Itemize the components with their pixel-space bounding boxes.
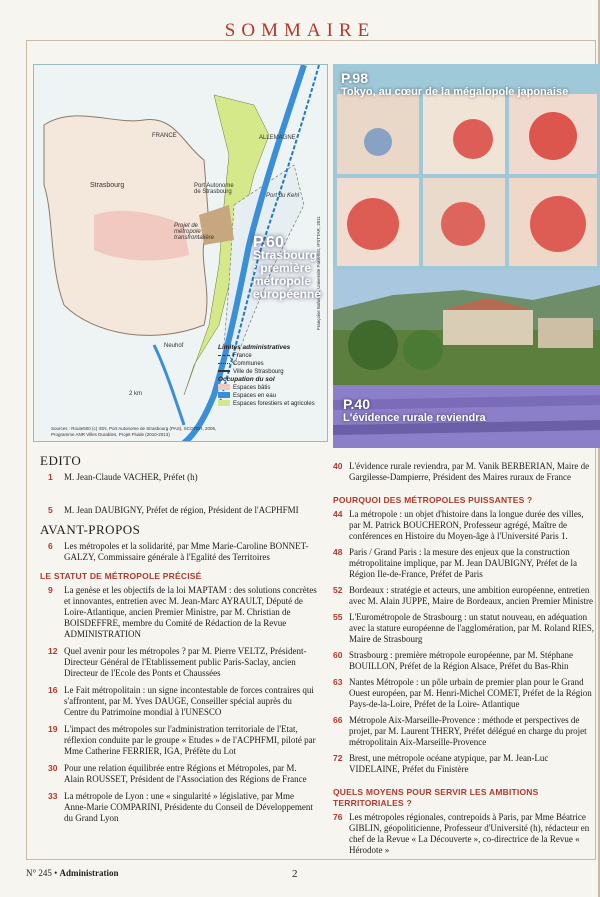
map-legend <box>218 344 320 408</box>
toc-text: L'impact des métropoles sur l'administration territoriale de l'Etat, réflexion conduite par le groupe « Etudes » de l'ACPHFMI, piloté par Mme Catherine FERRIER, IGA, Préfète du Lot <box>64 724 316 756</box>
toc-page-number: 30 <box>48 763 58 773</box>
toc-entry[interactable] <box>40 541 318 563</box>
category-pourquoi-title: POURQUOI DES MÉTROPOLES PUISSANTES ? <box>333 495 533 505</box>
map-sources: Sources : Route500 (c) IGN, Port Autonome de Strasbourg (PAS), SCOTER, 2006, Programme ANR Villes Durables, Projet Fluide (2010-2013) <box>51 426 217 437</box>
toc-page-number: 1 <box>48 472 53 482</box>
toc-page-number: 60 <box>333 650 343 660</box>
toc-page-number: 19 <box>48 724 58 734</box>
toc-right-column <box>333 461 597 856</box>
map-credit <box>316 324 321 330</box>
toc-text: Strasbourg : première métropole européenne, par M. Stéphane BOUILLON, Préfet de la Région Alsace, Préfet du Bas-Rhin <box>349 650 574 671</box>
feature-strasbourg-label <box>253 236 321 301</box>
legend-communes: Communes <box>233 361 264 367</box>
toc-page-number: 40 <box>333 461 343 471</box>
map-label-port-kehl: Port du Kehl <box>266 193 300 199</box>
toc-entry[interactable] <box>40 724 318 757</box>
legend-ville: Ville de Strasbourg <box>233 369 284 375</box>
category-statut-title: LE STATUT DE MÉTROPOLE PRÉCISÉ <box>40 571 202 581</box>
feature-tokyo-label <box>341 70 568 98</box>
toc-text: Nantes Métropole : un pôle urbain de premier plan pour le Grand Ouest européen, par M. Henri-Michel COMET, Préfet de la Région Pays-de-la-Loire, Préfet de la Loire- Atlantique <box>349 677 592 709</box>
legend-admin-title: Limites administratives <box>218 344 291 351</box>
map-label-strasbourg: Strasbourg <box>90 182 125 189</box>
toc-page-number: 6 <box>48 541 53 551</box>
feature-rural-page: P.40 <box>343 396 370 412</box>
feature-strasbourg-title: Strasbourg : première métropole européenne <box>253 248 322 301</box>
toc-text: La métropole : un objet d'histoire dans la longue durée des villes, par M. Patrick BOUCHERON, Professeur agrégé, Maître de conférences en Histoire du Moyen-âge à l'Université Paris 1. <box>349 509 584 541</box>
feature-tokyo-page: P.98 <box>341 70 368 86</box>
map-label-france: FRANCE <box>152 133 177 139</box>
footer-issue <box>26 868 119 878</box>
tokyo-image <box>333 64 600 270</box>
map-label-projet: Projet de métropole transfrontalière <box>174 223 215 241</box>
rural-village-image <box>333 270 600 448</box>
section-avant-propos-title: AVANT-PROPOS <box>40 522 141 537</box>
toc-text: Les métropoles et la solidarité, par Mme Marie-Caroline BONNET-GALZY, Commissaire générale à l'Egalité des Territoires <box>64 541 309 562</box>
legend-swatch-batis <box>218 384 230 390</box>
toc-page-number: 55 <box>333 612 343 622</box>
toc-text: M. Jean-Claude VACHER, Préfet (h) <box>64 472 198 482</box>
toc-entry[interactable] <box>333 650 597 672</box>
toc-page-number: 12 <box>48 646 58 656</box>
legend-swatch-eau <box>218 392 230 398</box>
legend-occupation-title: Occupation du sol <box>218 376 275 383</box>
toc-text: Brest, une métropole océane atypique, par M. Jean-Luc VIDELAINE, Préfet du Finistère <box>349 753 549 774</box>
legend-france: France <box>233 353 252 359</box>
legend-eau: Espaces en eau <box>233 393 277 399</box>
toc-page-number: 33 <box>48 791 58 801</box>
toc-entry[interactable] <box>40 763 318 785</box>
legend-line-france <box>218 355 230 356</box>
legend-swatch-forestiers <box>218 400 230 406</box>
toc-page-number: 48 <box>333 547 343 557</box>
feature-rural-title: L'évidence rurale reviendra <box>343 412 486 424</box>
feature-rural-label <box>343 396 486 424</box>
legend-forestiers: Espaces forestiers et agricoles <box>233 401 315 407</box>
toc-text: Paris / Grand Paris : la mesure des enjeux que la construction métropolitaine implique, par M. Jean DAUBIGNY, Préfet de la Région Ile-de-France, Préfet de Paris <box>349 547 578 579</box>
toc-page-number: 5 <box>48 505 53 515</box>
toc-page-number: 52 <box>333 585 343 595</box>
map-label-port-autonome: Port Autonome de Strasbourg <box>194 183 234 195</box>
toc-text: Quel avenir pour les métropoles ? par M. Pierre VELTZ, Président-Directeur Général de l'Etablissement public Paris-Saclay, ancien Directeur de l'Ecole des Ponts et Chaussées <box>64 646 307 678</box>
toc-entry[interactable] <box>40 472 318 483</box>
toc-page-number: 76 <box>333 812 343 822</box>
page-title: SOMMAIRE <box>224 20 376 41</box>
map-label-allemagne: ALLEMAGNE <box>259 135 296 141</box>
toc-text: Bordeaux : stratégie et acteurs, une ambition européenne, entretien avec M. Alain JUPPE, Maire de Bordeaux, ancien Premier Ministre <box>349 585 593 606</box>
toc-text: L'évidence rurale reviendra, par M. Vanik BERBERIAN, Maire de Gargilesse-Dampierre, Président des Maires ruraux de France <box>349 461 590 482</box>
toc-text: Pour une relation équilibrée entre Régions et Métropoles, par M. Alain ROUSSET, Président de l'Association des Régions de France <box>64 763 307 784</box>
toc-entry[interactable] <box>333 753 597 775</box>
toc-entry[interactable] <box>333 547 597 580</box>
toc-left-column <box>40 455 318 824</box>
feature-strasbourg-page: P.60 <box>253 234 284 251</box>
toc-page-number: 9 <box>48 585 53 595</box>
toc-text: La genèse et les objectifs de la loi MAPTAM : des solutions concrètes et innovantes, entretien avec M. Jean-Marc AYRAULT, Député de Loire-Atlantique, ancien Premier Ministre, par M. Christian de BOISDEFFRE, membre du Comité de Rédaction de la Revue ADMINISTRATION <box>64 585 317 639</box>
toc-page-number: 16 <box>48 685 58 695</box>
toc-entry[interactable] <box>40 685 318 718</box>
toc-entry[interactable] <box>40 505 318 516</box>
toc-entry[interactable] <box>333 509 597 542</box>
toc-text: La métropole de Lyon : une « singularité » législative, par Mme Anne-Marie COMPARINI, Présidente du Conseil de Développement du Grand Lyon <box>64 791 313 823</box>
toc-entry[interactable] <box>333 612 597 645</box>
toc-text: M. Jean DAUBIGNY, Préfet de région, Président de l'ACPHFMI <box>64 505 299 515</box>
footer-issue-number: N° 245 • <box>26 868 60 878</box>
toc-text: L'Eurométropole de Strasbourg : un statut nouveau, en adéquation avec la stature européenne de l'agglomération, par M. Roland RIES, Maire de Strasbourg <box>349 612 595 644</box>
category-moyens-title: QUELS MOYENS POUR SERVIR LES AMBITIONS TERRITORIALES ? <box>333 787 539 808</box>
toc-entry[interactable] <box>333 585 597 607</box>
feature-tokyo-title: Tokyo, au cœur de la mégalopole japonaise <box>341 86 569 98</box>
toc-text: Métropole Aix-Marseille-Provence : méthode et perspectives de projet, par M. Laurent THERY, Préfet délégué en charge du projet métropolitain Aix-Marseille-Provence <box>349 715 587 747</box>
toc-entry[interactable] <box>40 791 318 824</box>
legend-line-communes <box>218 363 230 364</box>
toc-entry[interactable] <box>333 812 597 856</box>
toc-page-number: 72 <box>333 753 343 763</box>
toc-page-number: 44 <box>333 509 343 519</box>
footer-journal: Administration <box>59 868 119 878</box>
toc-page-number: 63 <box>333 677 343 687</box>
toc-entry[interactable] <box>333 715 597 748</box>
toc-entry[interactable] <box>333 677 597 710</box>
legend-line-ville <box>218 370 230 372</box>
map-label-neuhof: Neuhof <box>164 343 184 349</box>
section-edito-title: EDITO <box>40 453 82 468</box>
toc-text: Les métropoles régionales, contrepoids à Paris, par Mme Béatrice GIBLIN, géopoliticienne, Professeur d'Université (h), rédacteur en chef de la Revue « La Découverte », co-directrice de la Revue « Hérodote » <box>349 812 590 855</box>
toc-page-number: 66 <box>333 715 343 725</box>
toc-entry[interactable] <box>40 585 318 640</box>
footer-page-number: 2 <box>292 868 298 880</box>
legend-batis: Espaces bâtis <box>233 385 271 391</box>
map-scale: 2 km <box>129 391 143 397</box>
toc-entry[interactable] <box>40 646 318 679</box>
toc-entry[interactable] <box>333 461 597 483</box>
toc-text: Le Fait métropolitain : un signe incontestable de forces contraires qui s'affrontent, par M. Yves DAUGE, Conseiller spécial auprès du Centre du Patrimoine mondial à l'UNESCO <box>64 685 314 717</box>
